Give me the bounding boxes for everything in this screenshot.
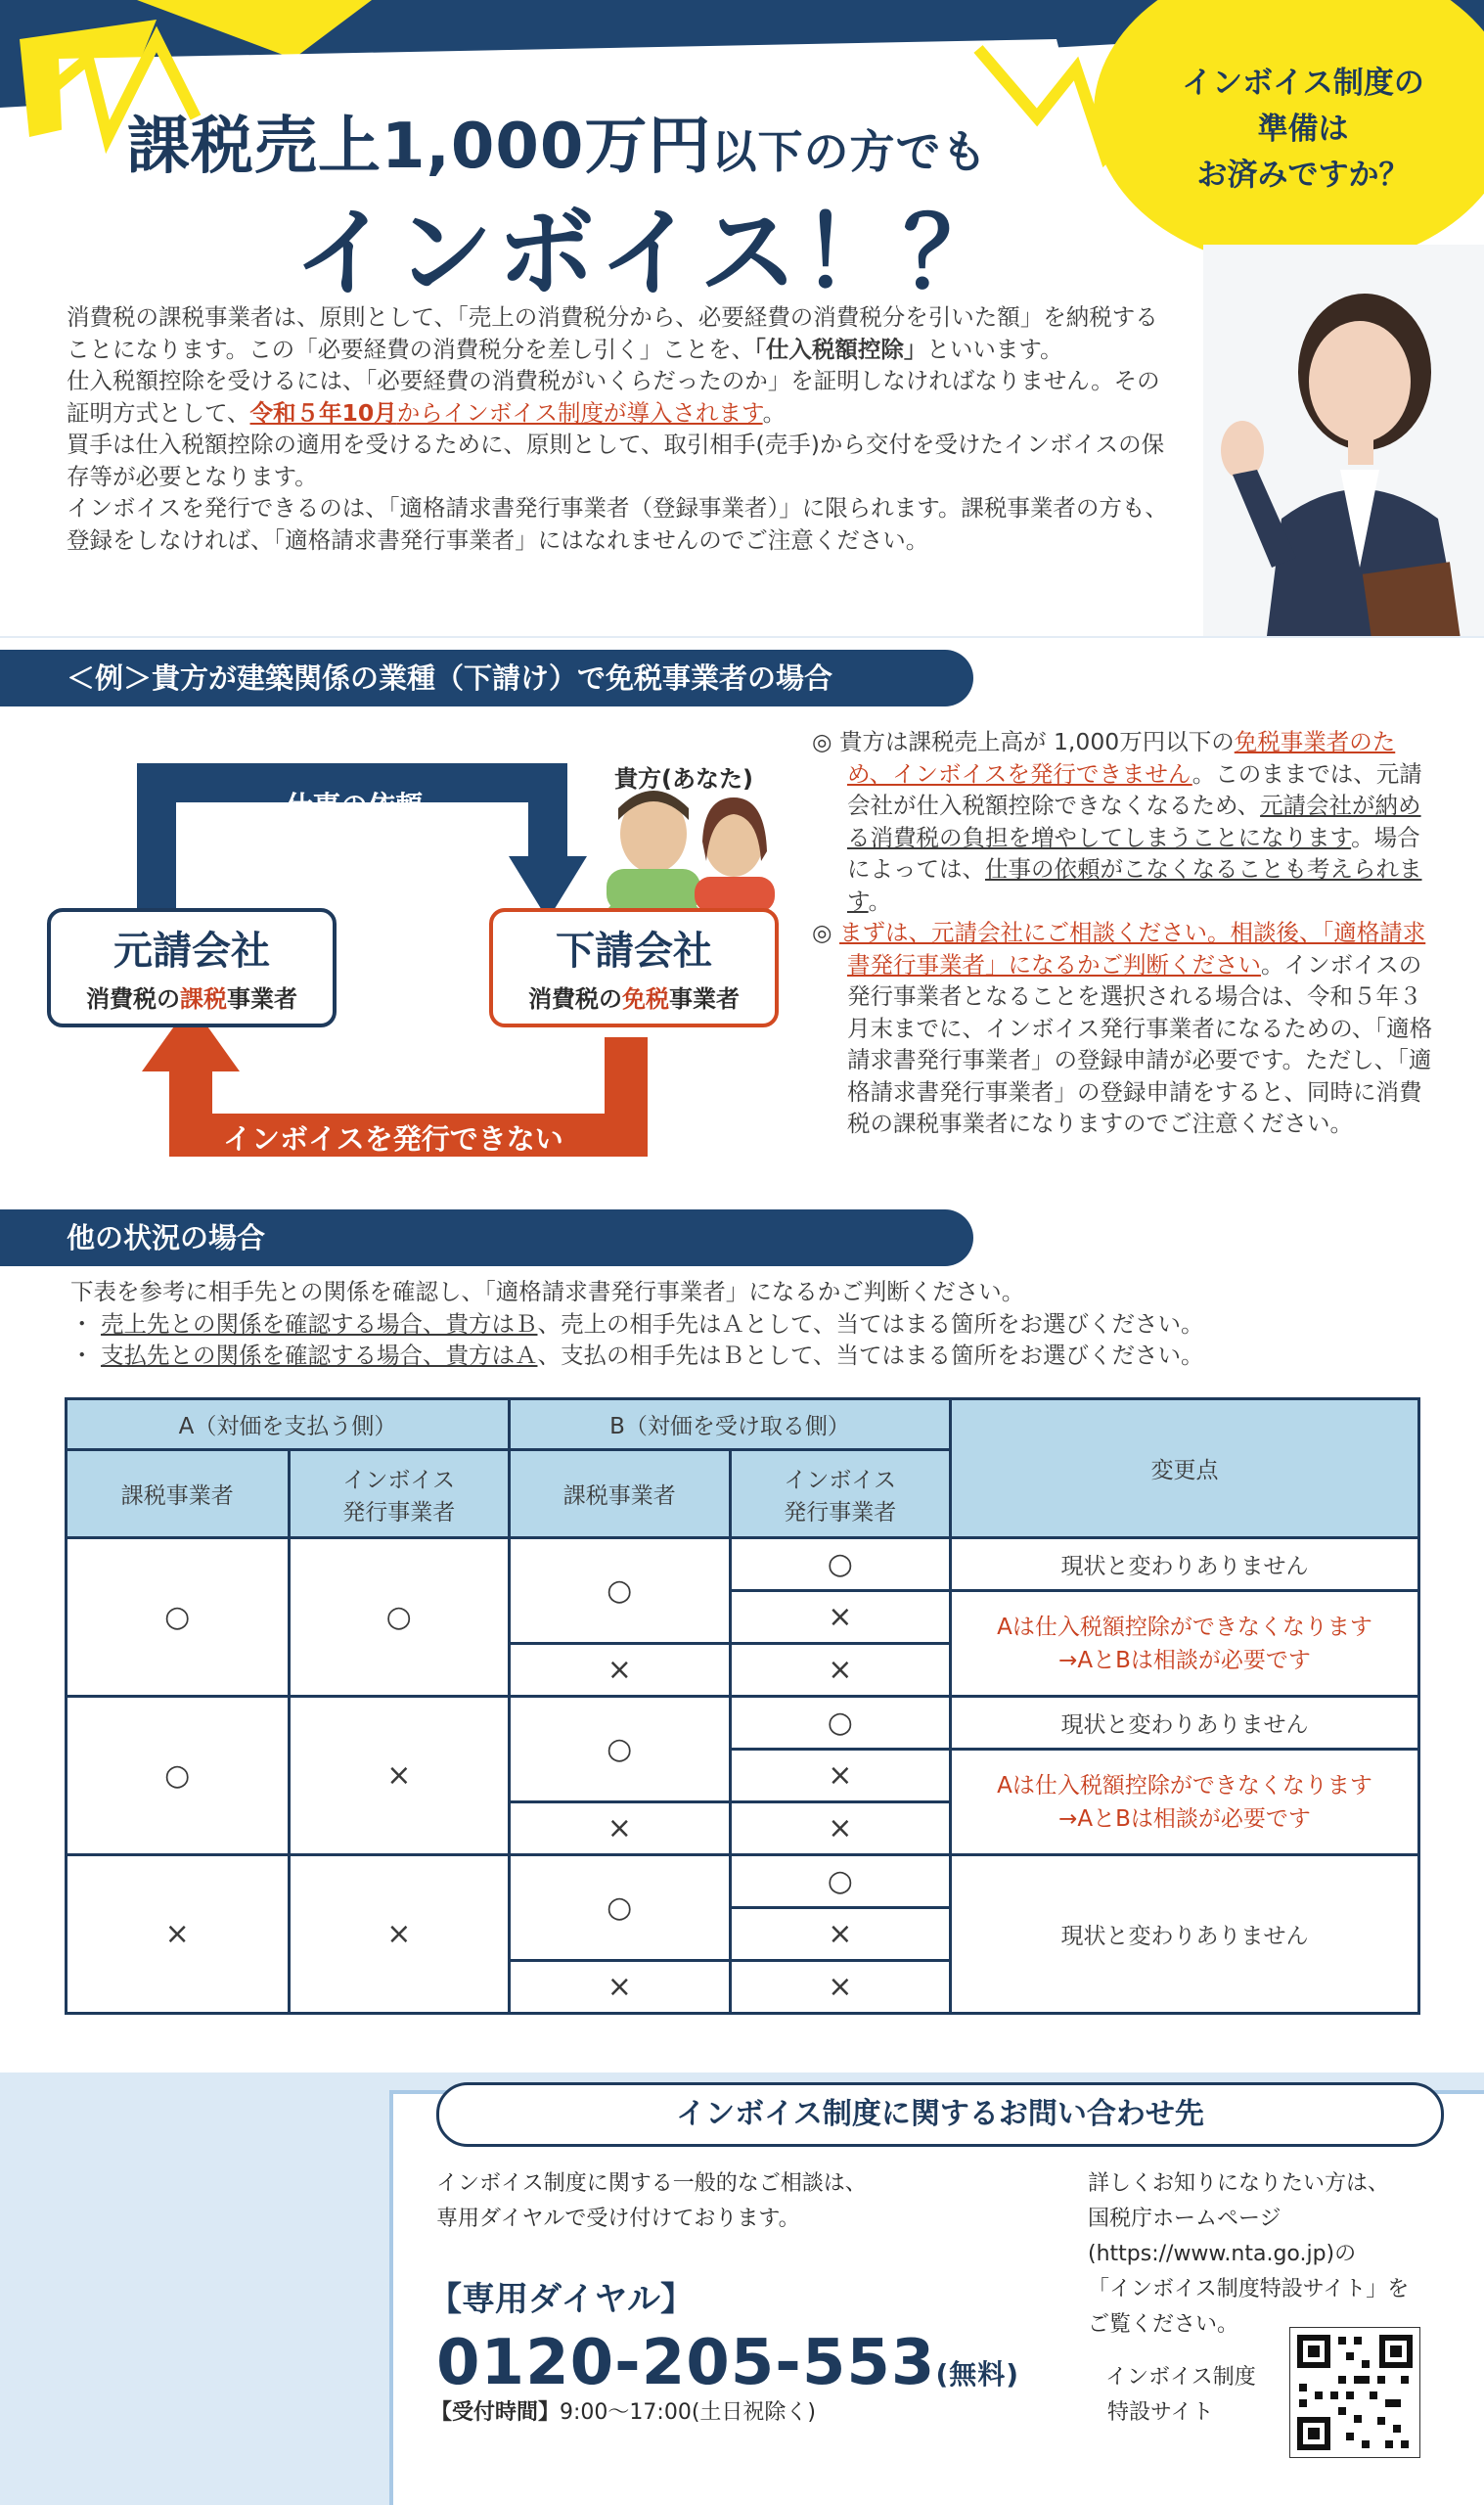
table-row: × × [67, 1644, 1419, 1697]
qr-code-icon[interactable] [1289, 2327, 1420, 2458]
b-invoice-header: インボイス 発行事業者 [730, 1450, 951, 1538]
prime-contractor-box [47, 908, 337, 1027]
intro-text: 消費税の課税事業者は、原則として、「売上の消費税分から、必要経費の消費税分を引いた額」を納税することになります。この「必要経費の消費税分を差し引く」ことを、「仕入税額控除」といいます。 仕入税額控除を受けるには、「必要経費の消費税がいくらだったのか」を証明しなければなりません。その証明方式として、令和５年10月からインボイス制度が導入されます。 買手は仕入税額控除の適用を受けるために、原則として、取引相手(売手)から交付を受けたインボイスの保存等が必要となります。 インボイスを発行できるのは、「適格請求書発行事業者（登録事業者）」に限られます。課税事業者の方も、登録をしなければ、「適格請求書発行事業者」にはなれませんのでご注意ください。 [67, 303, 1168, 554]
hours: 【受付時間】9:00～17:00(土日祝除く) [430, 2400, 816, 2425]
woman-photo [1203, 245, 1484, 675]
other-instructions: 下表を参考に相手先との関係を確認し、「適格請求書発行事業者」になるかご判断ください。 ・ 売上先との関係を確認する場合、貴方はＢ、売上の相手先はＡとして、当てはまる箇所をお選びください。 ・ 支払先との関係を確認する場合、貴方はＡ、支払の相手先はＢとして、当てはまる箇所をお選びください。 [70, 1278, 1204, 1369]
work-request-label: 仕事の依頼 [286, 790, 424, 822]
table-row: ○ ○ ○ ○ 現状と変わりありません [67, 1538, 1419, 1591]
qr-label: インボイス制度 特設サイト [1105, 2365, 1256, 2425]
table-row: × × ○ ○ 現状と変わりありません [67, 1855, 1419, 1908]
a-header: A（対価を支払う側） [67, 1399, 510, 1450]
table-row: × × [67, 1802, 1419, 1855]
table-row: × Aは仕入税額控除ができなくなります →AとBは相談が必要です [67, 1591, 1419, 1644]
cannot-issue-label: インボイスを発行できない [223, 1122, 563, 1156]
subcontractor-title: 下請会社 [556, 929, 712, 974]
example-heading: ＜例＞貴方が建築関係の業種（下請け）で免税事業者の場合 [0, 650, 973, 706]
table-row: × [67, 1908, 1419, 1961]
other-heading: 他の状況の場合 [0, 1209, 973, 1266]
subcontractor-status: 消費税の免税事業者 [528, 985, 740, 1013]
table-row: × Aは仕入税額控除ができなくなります →AとBは相談が必要です [67, 1750, 1419, 1802]
headline-line2: インボイス！？ [293, 196, 1005, 310]
you-label: 貴方(あなた) [614, 765, 753, 793]
contact-heading: インボイス制度に関するお問い合わせ先 [436, 2082, 1444, 2147]
a-taxable-header: 課税事業者 [67, 1450, 290, 1538]
table-row: ○ × ○ ○ 現状と変わりありません [67, 1697, 1419, 1750]
contact-general: インボイス制度に関する一般的なご相談は、 専用ダイヤルで受け付けております。 [436, 2171, 867, 2231]
headline-line1: 課税売上1,000万円以下の方でも [127, 111, 988, 183]
bubble-text: インボイス制度の 準備は お済みですか？ [1182, 66, 1424, 193]
dial-label: 【専用ダイヤル】 [428, 2280, 694, 2319]
subcontractor-box [489, 908, 779, 1027]
prime-contractor-status: 消費税の課税事業者 [86, 985, 297, 1013]
b-taxable-header: 課税事業者 [510, 1450, 731, 1538]
phone-number[interactable]: 0120-205-553(無料) [436, 2327, 1020, 2399]
couple-icon [607, 791, 775, 912]
table-row: × × [67, 1961, 1419, 2014]
prime-contractor-title: 元請会社 [113, 929, 270, 974]
a-invoice-header: インボイス 発行事業者 [289, 1450, 510, 1538]
example-notes: ◎ 貴方は課税売上高が 1,000万円以下の免税事業者のため、インボイスを発行できません。このままでは、元請会社が仕入税額控除できなくなるため、元請会社が納める消費税の負担を増やしてしまうことになります。場合によっては、仕事の依頼がこなくなることも考えられます。 ◎ まずは、元請会社にご相談ください。相談後、「適格請求書発行事業者」になるかご判断ください。インボイスの発行事業者となることを選択される場合は、令和５年３月末までに、インボイス発行事業者になるための、「適格請求書発行事業者」の登録申請が必要です。ただし、「適格請求書発行事業者」の登録申請をすると、同時に消費税の課税事業者になりますのでご注意ください。 [812, 728, 1433, 1137]
b-header: B（対価を受け取る側） [510, 1399, 951, 1450]
status-table [65, 1397, 1420, 2015]
change-header: 変更点 [951, 1399, 1419, 1538]
contact-detail: 詳しくお知りになりたい方は、 国税庁ホームページ (https://www.nta.go.jp)の 「インボイス制度特設サイト」を ご覧ください。 [1088, 2171, 1410, 2337]
